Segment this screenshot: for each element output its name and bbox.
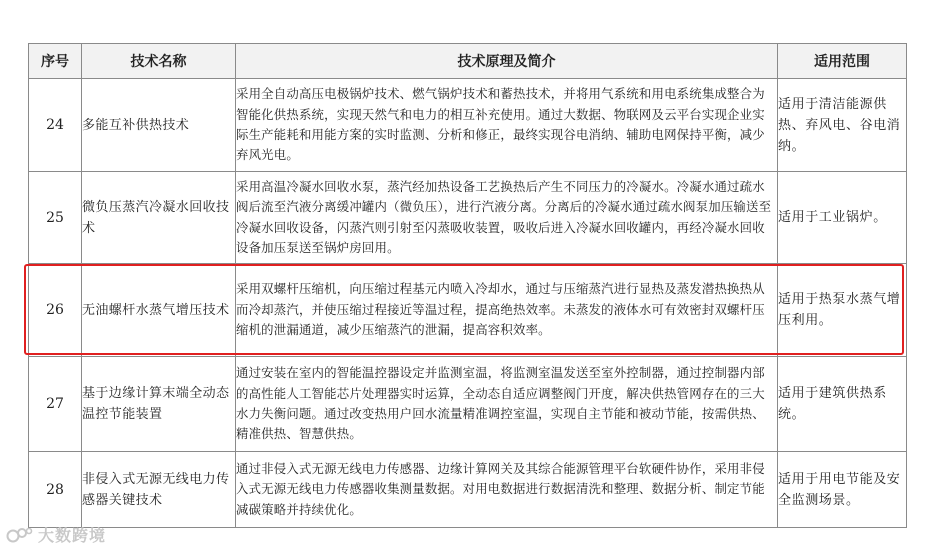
row-no: 25: [29, 172, 82, 264]
row-scope: 适用于热泵水蒸气增压利用。: [778, 264, 907, 357]
row-name: 多能互补供热技术: [82, 79, 236, 172]
row-description: 采用高温冷凝水回收水泵，蒸汽经加热设备工艺换热后产生不同压力的冷凝水。冷凝水通过疏水阀后流至汽液分离缓冲罐内（微负压），进行汽液分离。分离后的冷凝水通过疏水阀泵加压输送至冷凝水回收设备，闪蒸汽则引射至闪蒸吸收装置，吸收后进入冷凝水回收罐内，再经冷凝水回收设备加压泵送至锅炉房回用。: [236, 172, 778, 264]
header-scope: 适用范围: [778, 44, 907, 79]
row-no: 26: [29, 264, 82, 357]
table-row: [29, 357, 907, 452]
watermark-text: 大数跨境: [38, 526, 107, 545]
header-no: 序号: [29, 44, 82, 79]
row-no: 28: [29, 452, 82, 528]
table-row: [29, 452, 907, 528]
row-description: 通过非侵入式无源无线电力传感器、边缘计算网关及其综合能源管理平台软硬件协作，采用非侵入式无源无线电力传感器收集测量数据。对用电数据进行数据清洗和整理、数据分析、制定节能减碳策略并持续优化。: [236, 452, 778, 528]
row-name: 微负压蒸汽冷凝水回收技术: [82, 172, 236, 264]
row-scope: 适用于清洁能源供热、弃风电、谷电消纳。: [778, 79, 907, 172]
row-name: 无油螺杆水蒸气增压技术: [82, 264, 236, 357]
row-name: 基于边缘计算末端全动态温控节能装置: [82, 357, 236, 452]
header-name: 技术名称: [82, 44, 236, 79]
technology-table: [28, 43, 907, 528]
row-description: 通过安装在室内的智能温控器设定并监测室温，将监测室温发送至室外控制器，通过控制器内部的高性能人工智能芯片处理器实时运算，全动态自适应调整阀门开度，解决供热管网存在的三大水力失衡问题。通过改变热用户回水流量精准调控室温，实现自主节能和被动节能，按需供热、精准供热、智慧供热。: [236, 357, 778, 452]
table-row: [29, 79, 907, 172]
header-description: 技术原理及简介: [236, 44, 778, 79]
brand-logo-icon: [6, 526, 34, 544]
row-no: 27: [29, 357, 82, 452]
row-no: 24: [29, 79, 82, 172]
row-scope: 适用于工业锅炉。: [778, 172, 907, 264]
table-header-row: [29, 44, 907, 79]
table-row: [29, 172, 907, 264]
row-description: 采用全自动高压电极锅炉技术、燃气锅炉技术和蓄热技术，并将用气系统和用电系统集成整合为智能化供热系统，实现天然气和电力的相互补充使用。通过大数据、物联网及云平台实现企业实际生产能耗和用能方案的实时监测、分析和修正，最终实现谷电消纳、辅助电网保持平衡，减少弃风光电。: [236, 79, 778, 172]
row-scope: 适用于用电节能及安全监测场景。: [778, 452, 907, 528]
row-scope: 适用于建筑供热系统。: [778, 357, 907, 452]
row-description: 采用双螺杆压缩机，向压缩过程基元内喷入冷却水，通过与压缩蒸汽进行显热及蒸发潜热换热从而冷却蒸汽，并使压缩过程接近等温过程，提高绝热效率。未蒸发的液体水可有效密封双螺杆压缩机的泄漏通道，减少压缩蒸汽的泄漏，提高容积效率。: [236, 264, 778, 357]
watermark: [6, 523, 106, 546]
row-name: 非侵入式无源无线电力传感器关键技术: [82, 452, 236, 528]
table-row-highlighted: [29, 264, 907, 357]
